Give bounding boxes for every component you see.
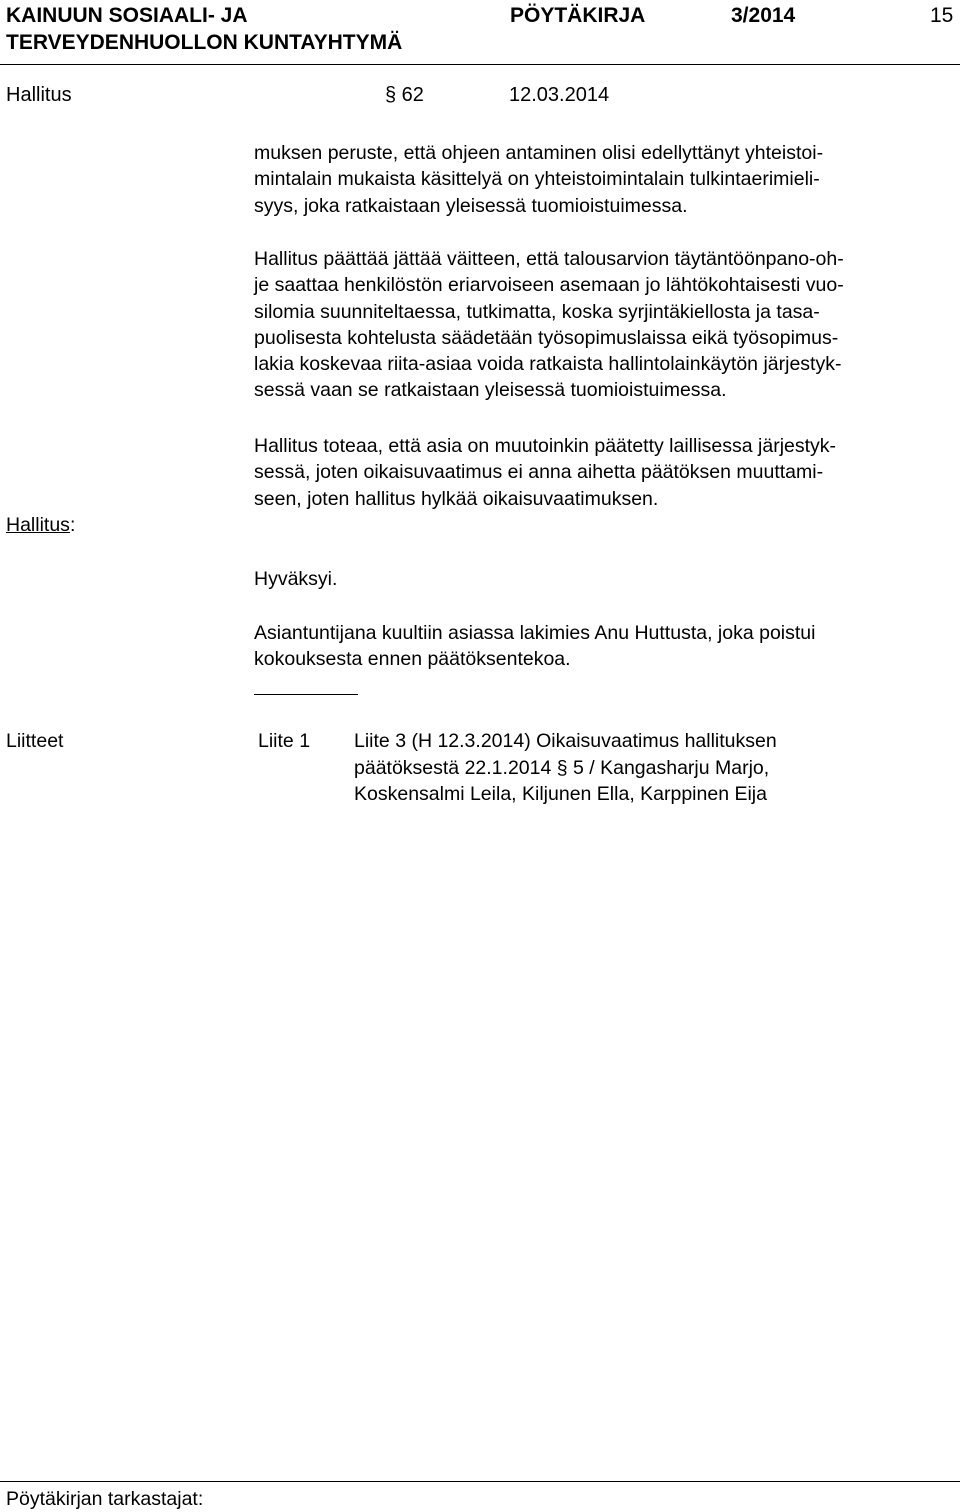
attachment-reference: Liite 1 [258,730,311,752]
page-number: 15 [930,4,954,27]
text-line: Liite 3 (H 12.3.2014) Oikaisuvaatimus hallituksen [354,730,777,752]
attachments-label: Liitteet [6,730,64,752]
text-line: seen, joten hallitus hylkää oikaisuvaatimuksen. [254,487,659,510]
text-line: kokouksesta ennen päätöksentekoa. [254,648,571,671]
decision-approved: Hyväksyi. [254,568,338,590]
text-line: muksen peruste, että ohjeen antaminen olisi edellyttänyt yhteistoi- [254,142,824,164]
organization-name-line1: KAINUUN SOSIAALI- JA [6,4,248,27]
header-divider [0,64,960,65]
decision-label [6,512,75,538]
attachment-description [354,728,777,808]
decision-label-colon: : [69,514,76,536]
paragraph-expert [254,620,815,673]
text-line: je saattaa henkilöstön eriarvoiseen asemaan jo lähtökohtaisesti vuo- [254,274,844,297]
paragraph-conclusion [254,433,836,512]
section-number: § 62 [385,84,424,106]
paragraph-basis [254,140,823,219]
text-line: lakia koskevaa riita-asiaa voida ratkaista hallintolainkäytön järjestyk- [254,353,842,376]
text-line: sessä vaan se ratkaistaan yleisessä tuomioistuimessa. [254,379,727,402]
text-line: sessä, joten oikaisuvaatimus ei anna aihetta päätöksen muuttami- [254,461,824,484]
text-line: Hallitus toteaa, että asia on muutoinkin päätetty laillisessa järjestyk- [254,435,837,457]
organization-name [6,2,402,56]
text-line: Asiantuntijana kuultiin asiassa lakimies Anu Huttusta, joka poistui [254,622,816,644]
text-line: Hallitus päättää jättää väitteen, että talousarvion täytäntöönpano-oh- [254,248,844,270]
text-line: silomia suunniteltaessa, tutkimatta, koska syrjintäkiellosta ja tasa- [254,300,820,323]
meeting-date: 12.03.2014 [509,84,610,106]
text-line: Koskensalmi Leila, Kiljunen Ella, Karppinen Eija [354,783,767,805]
document-number: 3/2014 [731,4,796,27]
text-line: puolisesta kohtelusta säädetään työsopimuslaissa eikä työsopimus- [254,326,839,349]
text-line: syys, joka ratkaistaan yleisessä tuomioistuimessa. [254,194,688,217]
decision-label-text: Hallitus [6,514,70,536]
section-end-divider [254,694,358,695]
footer-divider [0,1481,960,1482]
document-type: PÖYTÄKIRJA [510,4,646,27]
text-line: päätöksestä 22.1.2014 § 5 / Kangasharju Marjo, [354,756,770,779]
paragraph-dismissal [254,246,844,404]
footer-reviewers-label: Pöytäkirjan tarkastajat: [6,1488,204,1510]
board-name: Hallitus [6,84,72,106]
text-line: mintalain mukaista käsittelyä on yhteistoimintalain tulkintaerimieli- [254,168,820,191]
organization-name-line2: TERVEYDENHUOLLON KUNTAYHTYMÄ [6,31,403,54]
